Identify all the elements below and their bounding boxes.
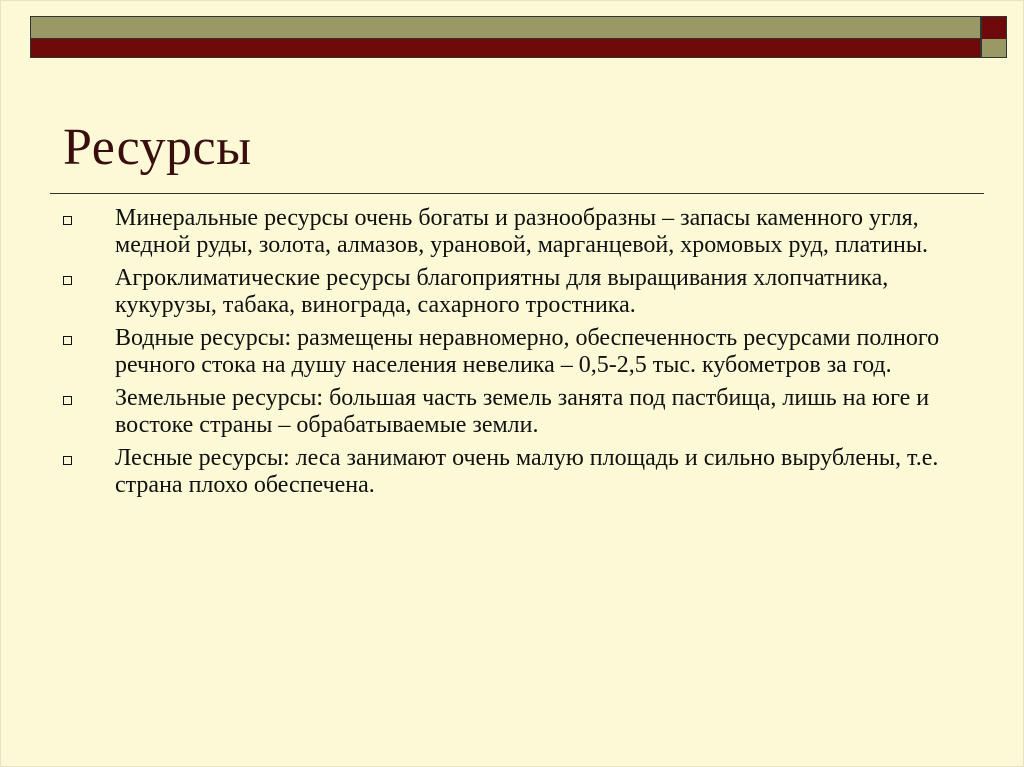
hollow-square-bullet-icon — [63, 336, 72, 345]
bullet-text: Водные ресурсы: размещены неравномерно, обеспеченность ресурсами полного речного стока на душу населения невелика – 0,5-2,5 тыс. кубометров за год. — [115, 325, 940, 378]
header-bar-red — [30, 39, 981, 58]
bullet-item-water — [61, 325, 941, 379]
bullet-item-land — [61, 385, 941, 439]
title-divider — [50, 193, 984, 194]
bullet-text: Земельные ресурсы: большая часть земель занята под пастбища, лишь на юге и востоке страны – обрабатываемые земли. — [115, 385, 930, 438]
header-bar-olive — [30, 16, 981, 39]
hollow-square-bullet-icon — [63, 456, 72, 465]
bullet-list — [61, 205, 941, 505]
bullet-text: Лесные ресурсы: леса занимают очень малую площадь и сильно вырублены, т.е. страна плохо обеспечена. — [115, 445, 939, 498]
header-corner-red-square — [981, 16, 1007, 40]
hollow-square-bullet-icon — [63, 396, 72, 405]
bullet-item-mineral — [61, 205, 941, 259]
slide-title: Ресурсы — [63, 119, 252, 176]
hollow-square-bullet-icon — [63, 276, 72, 285]
bullet-text: Агроклиматические ресурсы благоприятны для выращивания хлопчатника, кукурузы, табака, винограда, сахарного тростника. — [115, 265, 889, 318]
header-corner-olive-square — [981, 39, 1007, 58]
hollow-square-bullet-icon — [63, 216, 72, 225]
bullet-item-forest — [61, 445, 941, 499]
bullet-text: Минеральные ресурсы очень богаты и разнообразны – запасы каменного угля, медной руды, золота, алмазов, урановой, марганцевой, хромовых руд, платины. — [115, 205, 928, 258]
bullet-item-agroclimatic — [61, 265, 941, 319]
